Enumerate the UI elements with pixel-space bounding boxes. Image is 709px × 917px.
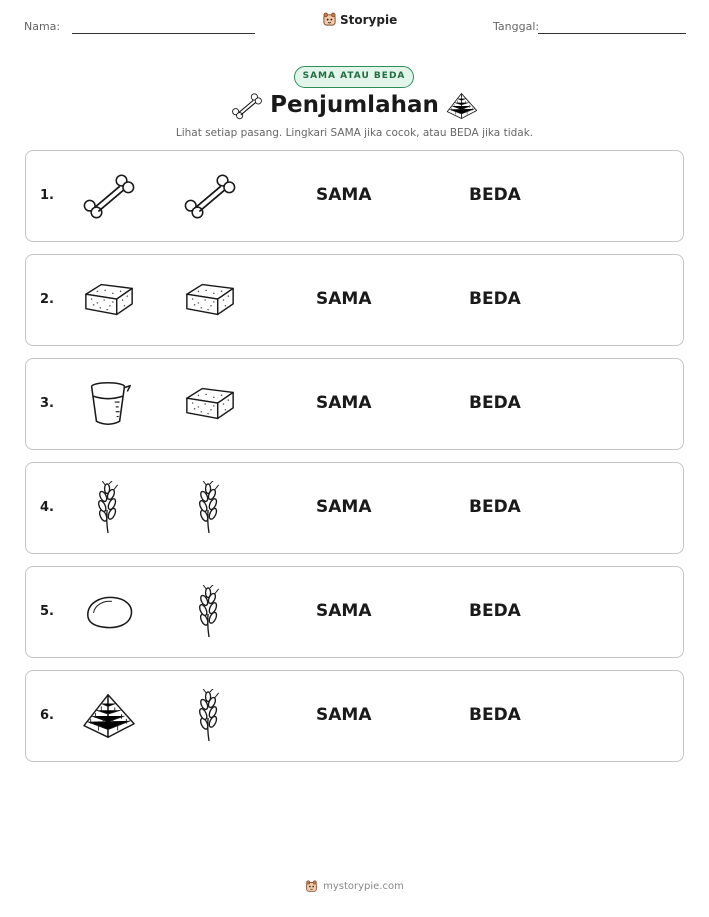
- wheat-icon: [181, 585, 239, 639]
- question-number: 6.: [40, 708, 54, 723]
- question-row-4: [25, 462, 684, 554]
- same-option[interactable]: SAMA: [316, 497, 372, 517]
- name-line[interactable]: [72, 33, 255, 34]
- brand-logo: [322, 12, 397, 27]
- same-option[interactable]: SAMA: [316, 289, 372, 309]
- question-row-2: [25, 254, 684, 346]
- brick-icon: [181, 273, 239, 327]
- different-option[interactable]: BEDA: [469, 601, 521, 621]
- question-row-1: [25, 150, 684, 242]
- stone-icon: [80, 585, 138, 639]
- different-option[interactable]: BEDA: [469, 705, 521, 725]
- pyramid-icon: [445, 90, 479, 122]
- same-option[interactable]: SAMA: [316, 393, 372, 413]
- same-option[interactable]: SAMA: [316, 601, 372, 621]
- question-number: 4.: [40, 500, 54, 515]
- worksheet-header: [0, 0, 709, 50]
- measuring-cup-icon: [80, 377, 138, 431]
- different-option[interactable]: BEDA: [469, 497, 521, 517]
- page-title: Penjumlahan: [270, 92, 439, 118]
- pyramid-icon: [80, 689, 138, 743]
- question-number: 5.: [40, 604, 54, 619]
- question-number: 2.: [40, 292, 54, 307]
- wheat-icon: [181, 481, 239, 535]
- date-line[interactable]: [538, 33, 686, 34]
- question-row-3: [25, 358, 684, 450]
- activity-badge: SAMA ATAU BEDA: [294, 66, 414, 88]
- question-number: 1.: [40, 188, 54, 203]
- brand-name: Storypie: [340, 12, 398, 27]
- different-option[interactable]: BEDA: [469, 289, 521, 309]
- question-row-5: [25, 566, 684, 658]
- footer: [0, 880, 709, 893]
- brick-icon: [181, 377, 239, 431]
- bone-icon: [80, 169, 138, 223]
- storypie-mascot-icon: [322, 12, 337, 27]
- brick-icon: [80, 273, 138, 327]
- bone-icon: [181, 169, 239, 223]
- different-option[interactable]: BEDA: [469, 185, 521, 205]
- question-number: 3.: [40, 396, 54, 411]
- footer-site[interactable]: mystorypie.com: [323, 881, 404, 892]
- same-option[interactable]: SAMA: [316, 185, 372, 205]
- wheat-icon: [181, 689, 239, 743]
- instructions: Lihat setiap pasang. Lingkari SAMA jika cocok, atau BEDA jika tidak.: [175, 127, 534, 139]
- wheat-icon: [80, 481, 138, 535]
- different-option[interactable]: BEDA: [469, 393, 521, 413]
- storypie-mascot-icon: [305, 880, 318, 893]
- date-label: Tanggal:: [493, 20, 540, 33]
- question-row-6: [25, 670, 684, 762]
- same-option[interactable]: SAMA: [316, 705, 372, 725]
- name-label: Nama:: [24, 20, 61, 33]
